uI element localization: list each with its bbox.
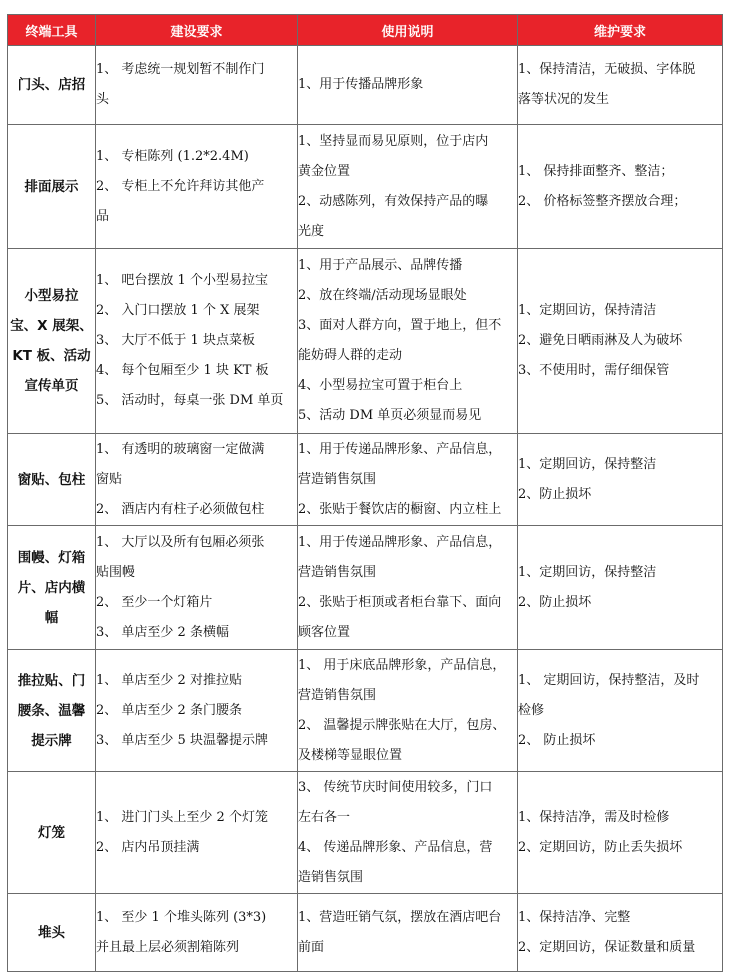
- tool-line: 窗贴、包柱: [17, 471, 86, 488]
- build-cell: [96, 434, 298, 526]
- usage-line: 顾客位置: [298, 624, 351, 640]
- tool-cell: [8, 894, 96, 972]
- usage-line: 3、 传统节庆时间使用较多，门口: [298, 779, 493, 795]
- build-line: 1、 进门门头上至少 2 个灯笼: [96, 809, 268, 825]
- build-cell: [96, 894, 298, 972]
- maint-line: 1、定期回访，保持整洁: [518, 456, 657, 472]
- header-build: 建设要求: [96, 15, 298, 46]
- table-row: [8, 249, 723, 434]
- usage-line: 2、张贴于餐饮店的橱窗、内立柱上: [298, 501, 502, 517]
- maint-line: 1、 保持排面整齐、整洁；: [518, 163, 674, 179]
- maint-line: 1、 定期回访，保持整洁，及时: [518, 672, 700, 688]
- build-line: 1、 专柜陈列 (1.2*2.4M): [96, 148, 249, 164]
- build-line: 3、 大厅不低于 1 块点菜板: [96, 333, 255, 348]
- usage-line: 4、 传递品牌形象、产品信息，营: [298, 839, 493, 855]
- maint-line: 1、保持清洁，无破损、字体脱: [518, 62, 696, 77]
- build-line: 2、 入门口摆放 1 个 X 展架: [96, 303, 260, 318]
- maint-cell: [518, 125, 723, 249]
- usage-line: 左右各一: [298, 809, 351, 825]
- table-row: [8, 650, 723, 772]
- usage-line: 2、 温馨提示牌张贴在大厅，包房、: [298, 717, 506, 733]
- build-line: 1、 吧台摆放 1 个小型易拉宝: [96, 273, 268, 288]
- maint-cell: [518, 434, 723, 526]
- maint-line: 2、 防止损坏: [518, 732, 596, 748]
- build-line: 头: [96, 92, 110, 107]
- usage-line: 4、小型易拉宝可置于柜台上: [298, 378, 463, 393]
- table-row: [8, 125, 723, 249]
- usage-line: 营造销售氛围: [298, 564, 377, 580]
- tool-line: 推拉贴、门: [17, 672, 86, 689]
- tool-cell: [8, 46, 96, 125]
- maint-cell: [518, 46, 723, 125]
- tool-cell: [8, 650, 96, 772]
- maint-line: 1、定期回访，保持整洁: [518, 564, 657, 580]
- usage-line: 1、 用于床底品牌形象，产品信息，: [298, 657, 506, 673]
- maint-line: 2、避免日晒雨淋及人为破坏: [518, 333, 683, 348]
- build-cell: [96, 526, 298, 650]
- build-cell: [96, 249, 298, 434]
- maint-cell: [518, 772, 723, 894]
- build-line: 品: [96, 208, 110, 224]
- tool-cell: [8, 125, 96, 249]
- header-usage: 使用说明: [298, 15, 518, 46]
- maint-cell: [518, 894, 723, 972]
- usage-line: 2、张贴于柜顶或者柜台靠下、面向: [298, 594, 502, 610]
- usage-cell: [298, 249, 518, 434]
- table-row: [8, 772, 723, 894]
- usage-line: 5、活动 DM 单页必须显而易见: [298, 408, 482, 423]
- usage-line: 3、面对人群方向，置于地上，但不: [298, 318, 502, 333]
- usage-line: 光度: [298, 223, 325, 239]
- build-line: 3、 单店至少 2 条横幅: [96, 624, 229, 640]
- tool-line: 宝、X 展架、: [10, 318, 93, 334]
- usage-line: 营造销售氛围: [298, 687, 377, 703]
- table-body: [8, 46, 723, 972]
- usage-line: 营造销售氛围: [298, 471, 377, 487]
- build-line: 2、 至少一个灯箱片: [96, 594, 213, 610]
- tool-line: 幅: [44, 609, 59, 626]
- tool-line: 门头、店招: [17, 77, 86, 93]
- maint-line: 1、定期回访，保持清洁: [518, 303, 657, 318]
- usage-line: 黄金位置: [298, 163, 351, 179]
- build-line: 4、 每个包厢至少 1 块 KT 板: [96, 363, 269, 378]
- maint-line: 3、不使用时，需仔细保管: [518, 363, 670, 378]
- table-row: [8, 894, 723, 972]
- tool-cell: [8, 249, 96, 434]
- tool-line: 围幔、灯箱: [17, 549, 86, 566]
- usage-line: 及楼梯等显眼位置: [298, 747, 403, 763]
- tool-line: 堆头: [38, 924, 65, 941]
- usage-cell: [298, 650, 518, 772]
- tool-line: 小型易拉: [24, 288, 79, 304]
- tool-cell: [8, 434, 96, 526]
- table-row: [8, 526, 723, 650]
- build-cell: [96, 46, 298, 125]
- build-line: 并且最上层必须割箱陈列: [96, 939, 240, 955]
- build-cell: [96, 125, 298, 249]
- tool-line: KT 板、活动: [12, 348, 91, 364]
- maint-line: 1、保持洁净，需及时检修: [518, 809, 670, 825]
- maint-cell: [518, 249, 723, 434]
- maint-line: 2、定期回访，保证数量和质量: [518, 939, 696, 955]
- usage-line: 1、用于传递品牌形象、产品信息，: [298, 441, 502, 457]
- build-line: 2、 单店至少 2 条门腰条: [96, 702, 242, 718]
- maint-line: 2、 价格标签整齐摆放合理；: [518, 193, 687, 209]
- build-cell: [96, 772, 298, 894]
- tool-line: 腰条、温馨: [17, 702, 86, 719]
- tool-line: 排面展示: [24, 178, 79, 195]
- table-header-row: [8, 15, 723, 46]
- usage-line: 前面: [298, 939, 325, 955]
- build-line: 1、 考虑统一规划暂不制作门: [96, 62, 265, 77]
- usage-line: 2、动感陈列，有效保持产品的曝: [298, 193, 489, 209]
- maint-line: 1、保持洁净、完整: [518, 909, 631, 925]
- usage-cell: [298, 434, 518, 526]
- build-line: 2、 店内吊顶挂满: [96, 839, 200, 855]
- maint-cell: [518, 650, 723, 772]
- usage-cell: [298, 894, 518, 972]
- usage-cell: [298, 526, 518, 650]
- maint-line: 2、定期回访，防止丢失损坏: [518, 839, 683, 855]
- maint-cell: [518, 526, 723, 650]
- build-line: 1、 单店至少 2 对推拉贴: [96, 672, 242, 688]
- tool-cell: [8, 526, 96, 650]
- usage-line: 1、营造旺销气氛，摆放在酒店吧台: [298, 909, 502, 925]
- tool-line: 宣传单页: [24, 378, 79, 394]
- usage-line: 造销售氛围: [298, 869, 364, 885]
- usage-cell: [298, 46, 518, 125]
- build-cell: [96, 650, 298, 772]
- build-line: 3、 单店至少 5 块温馨提示牌: [96, 732, 268, 748]
- maint-line: 落等状况的发生: [518, 92, 610, 107]
- usage-cell: [298, 772, 518, 894]
- maint-line: 检修: [518, 702, 545, 718]
- header-maint: 维护要求: [518, 15, 723, 46]
- build-line: 5、 活动时，每桌一张 DM 单页: [96, 393, 284, 408]
- table-row: [8, 46, 723, 125]
- maint-line: 2、防止损坏: [518, 486, 592, 502]
- tool-line: 提示牌: [31, 732, 72, 749]
- build-line: 1、 大厅以及所有包厢必须张: [96, 534, 265, 550]
- usage-line: 1、坚持显而易见原则，位于店内: [298, 133, 489, 149]
- build-line: 1、 有透明的玻璃窗一定做满: [96, 441, 265, 457]
- maint-line: 2、防止损坏: [518, 594, 592, 610]
- table-row: [8, 434, 723, 526]
- usage-line: 1、用于产品展示、品牌传播: [298, 258, 463, 273]
- tool-line: 片、店内横: [17, 579, 86, 596]
- usage-line: 2、放在终端/活动现场显眼处: [298, 288, 467, 303]
- header-tool: 终端工具: [8, 15, 96, 46]
- usage-line: 1、用于传播品牌形象: [298, 77, 424, 92]
- build-line: 贴围幔: [96, 564, 136, 580]
- usage-cell: [298, 125, 518, 249]
- terminal-tools-table: [7, 14, 723, 972]
- build-line: 2、 专柜上不允许拜访其他产: [96, 178, 265, 194]
- usage-line: 能妨碍人群的走动: [298, 348, 403, 363]
- tool-line: 灯笼: [38, 824, 65, 841]
- tool-cell: [8, 772, 96, 894]
- build-line: 2、 酒店内有柱子必须做包柱: [96, 501, 265, 517]
- build-line: 窗贴: [96, 471, 123, 487]
- build-line: 1、 至少 1 个堆头陈列 (3*3): [96, 909, 267, 925]
- usage-line: 1、用于传递品牌形象、产品信息，: [298, 534, 502, 550]
